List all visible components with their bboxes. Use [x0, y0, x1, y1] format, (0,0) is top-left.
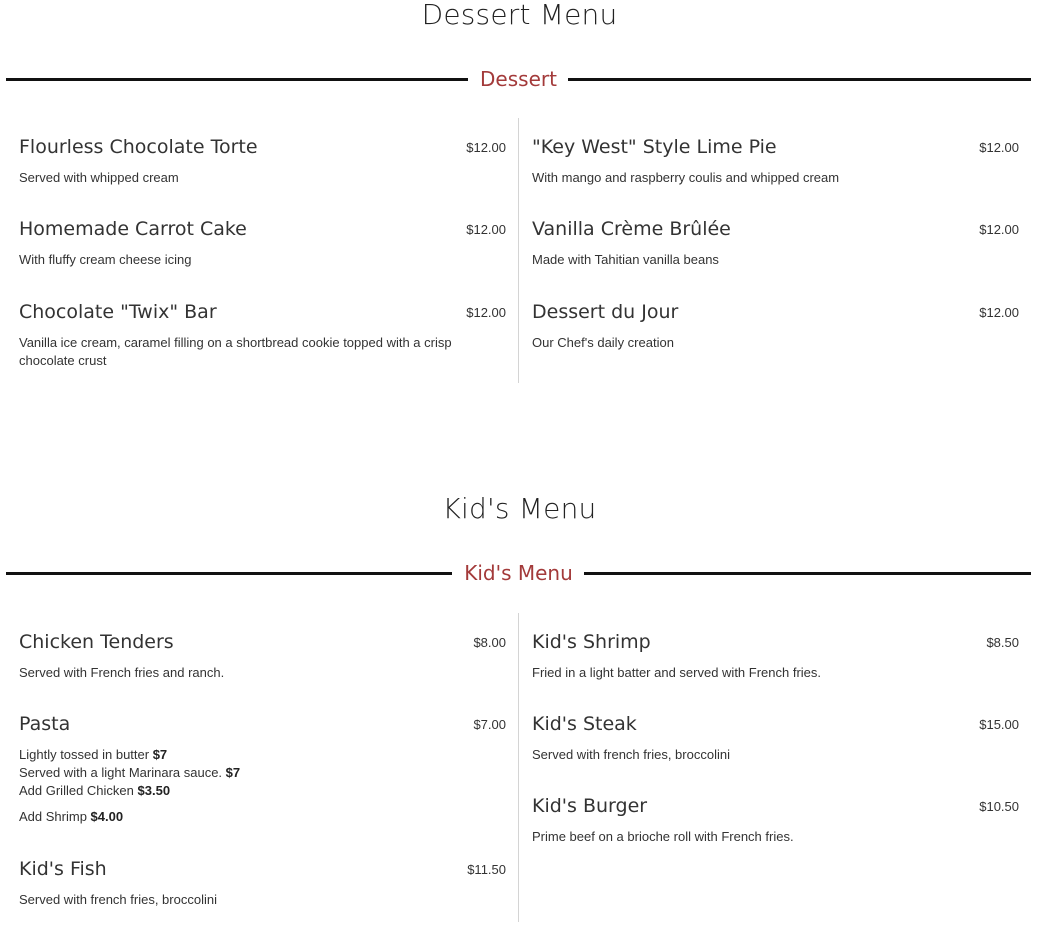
- item-description: Prime beef on a brioche roll with French fries.: [532, 829, 794, 844]
- option-line: Lightly tossed in butter $7: [19, 747, 168, 762]
- item-price: $12.00: [979, 222, 1019, 237]
- menu-item: [19, 136, 506, 196]
- item-description: With mango and raspberry coulis and whipped cream: [532, 170, 840, 185]
- kids-category-header: [6, 558, 1031, 588]
- menu-item: [532, 631, 1019, 691]
- menu-item: [19, 218, 506, 278]
- dessert-menu-title: Dessert Menu: [421, 0, 618, 31]
- item-price: $12.00: [466, 222, 506, 237]
- item-price: $8.50: [986, 635, 1019, 650]
- item-price: $11.50: [467, 862, 506, 877]
- menu-item: [532, 713, 1019, 773]
- item-name: Vanilla Crème Brûlée: [532, 218, 731, 240]
- item-description: Made with Tahitian vanilla beans: [532, 252, 719, 267]
- item-name: Chicken Tenders: [19, 631, 174, 653]
- menu-item: [19, 301, 506, 381]
- item-name: Flourless Chocolate Torte: [19, 136, 258, 158]
- menu-item: [532, 136, 1019, 196]
- menu-item: [532, 218, 1019, 278]
- option-line: Add Shrimp $4.00: [19, 809, 124, 824]
- item-price: $12.00: [979, 140, 1019, 155]
- item-description: Our Chef's daily creation: [532, 335, 674, 350]
- item-name: "Key West" Style Lime Pie: [532, 136, 777, 158]
- item-name: Pasta: [19, 713, 71, 735]
- item-name: Dessert du Jour: [532, 301, 679, 323]
- menu-item: [19, 713, 506, 828]
- menu-item: [532, 795, 1019, 855]
- item-name: Homemade Carrot Cake: [19, 218, 247, 240]
- option-line: Served with a light Marinara sauce. $7: [19, 765, 241, 780]
- menu-item: [19, 858, 506, 918]
- item-name: Chocolate "Twix" Bar: [19, 301, 217, 323]
- item-price: $12.00: [979, 305, 1019, 320]
- item-price: $10.50: [979, 799, 1019, 814]
- item-description: With fluffy cream cheese icing: [19, 252, 192, 267]
- item-price: $8.00: [473, 635, 506, 650]
- item-name: Kid's Shrimp: [532, 631, 651, 653]
- dessert-category-header: [6, 64, 1031, 94]
- item-price: $12.00: [466, 305, 506, 320]
- item-name: Kid's Burger: [532, 795, 648, 817]
- kids-category-label: Kid's Menu: [464, 561, 573, 585]
- menu-item: [19, 631, 506, 691]
- item-description: Served with French fries and ranch.: [19, 665, 225, 680]
- item-description: Served with french fries, broccolini: [19, 892, 217, 907]
- kids-menu-title: Kid's Menu: [442, 492, 597, 525]
- item-price: $15.00: [979, 717, 1019, 732]
- kids-column-divider: [518, 613, 519, 922]
- item-price: $7.00: [473, 717, 506, 732]
- item-name: Kid's Steak: [532, 713, 637, 735]
- item-options: [19, 746, 469, 826]
- option-line: Add Grilled Chicken $3.50: [19, 783, 171, 798]
- menu-item: [532, 301, 1019, 361]
- item-description: Served with french fries, broccolini: [532, 747, 730, 762]
- dessert-column-divider: [518, 118, 519, 383]
- item-description: Fried in a light batter and served with French fries.: [532, 665, 822, 680]
- item-price: $12.00: [466, 140, 506, 155]
- dessert-category-label: Dessert: [480, 67, 557, 91]
- item-description: Vanilla ice cream, caramel filling on a shortbread cookie topped with a crisp chocolate crust: [19, 335, 452, 368]
- item-description: Served with whipped cream: [19, 170, 179, 185]
- item-name: Kid's Fish: [19, 858, 107, 880]
